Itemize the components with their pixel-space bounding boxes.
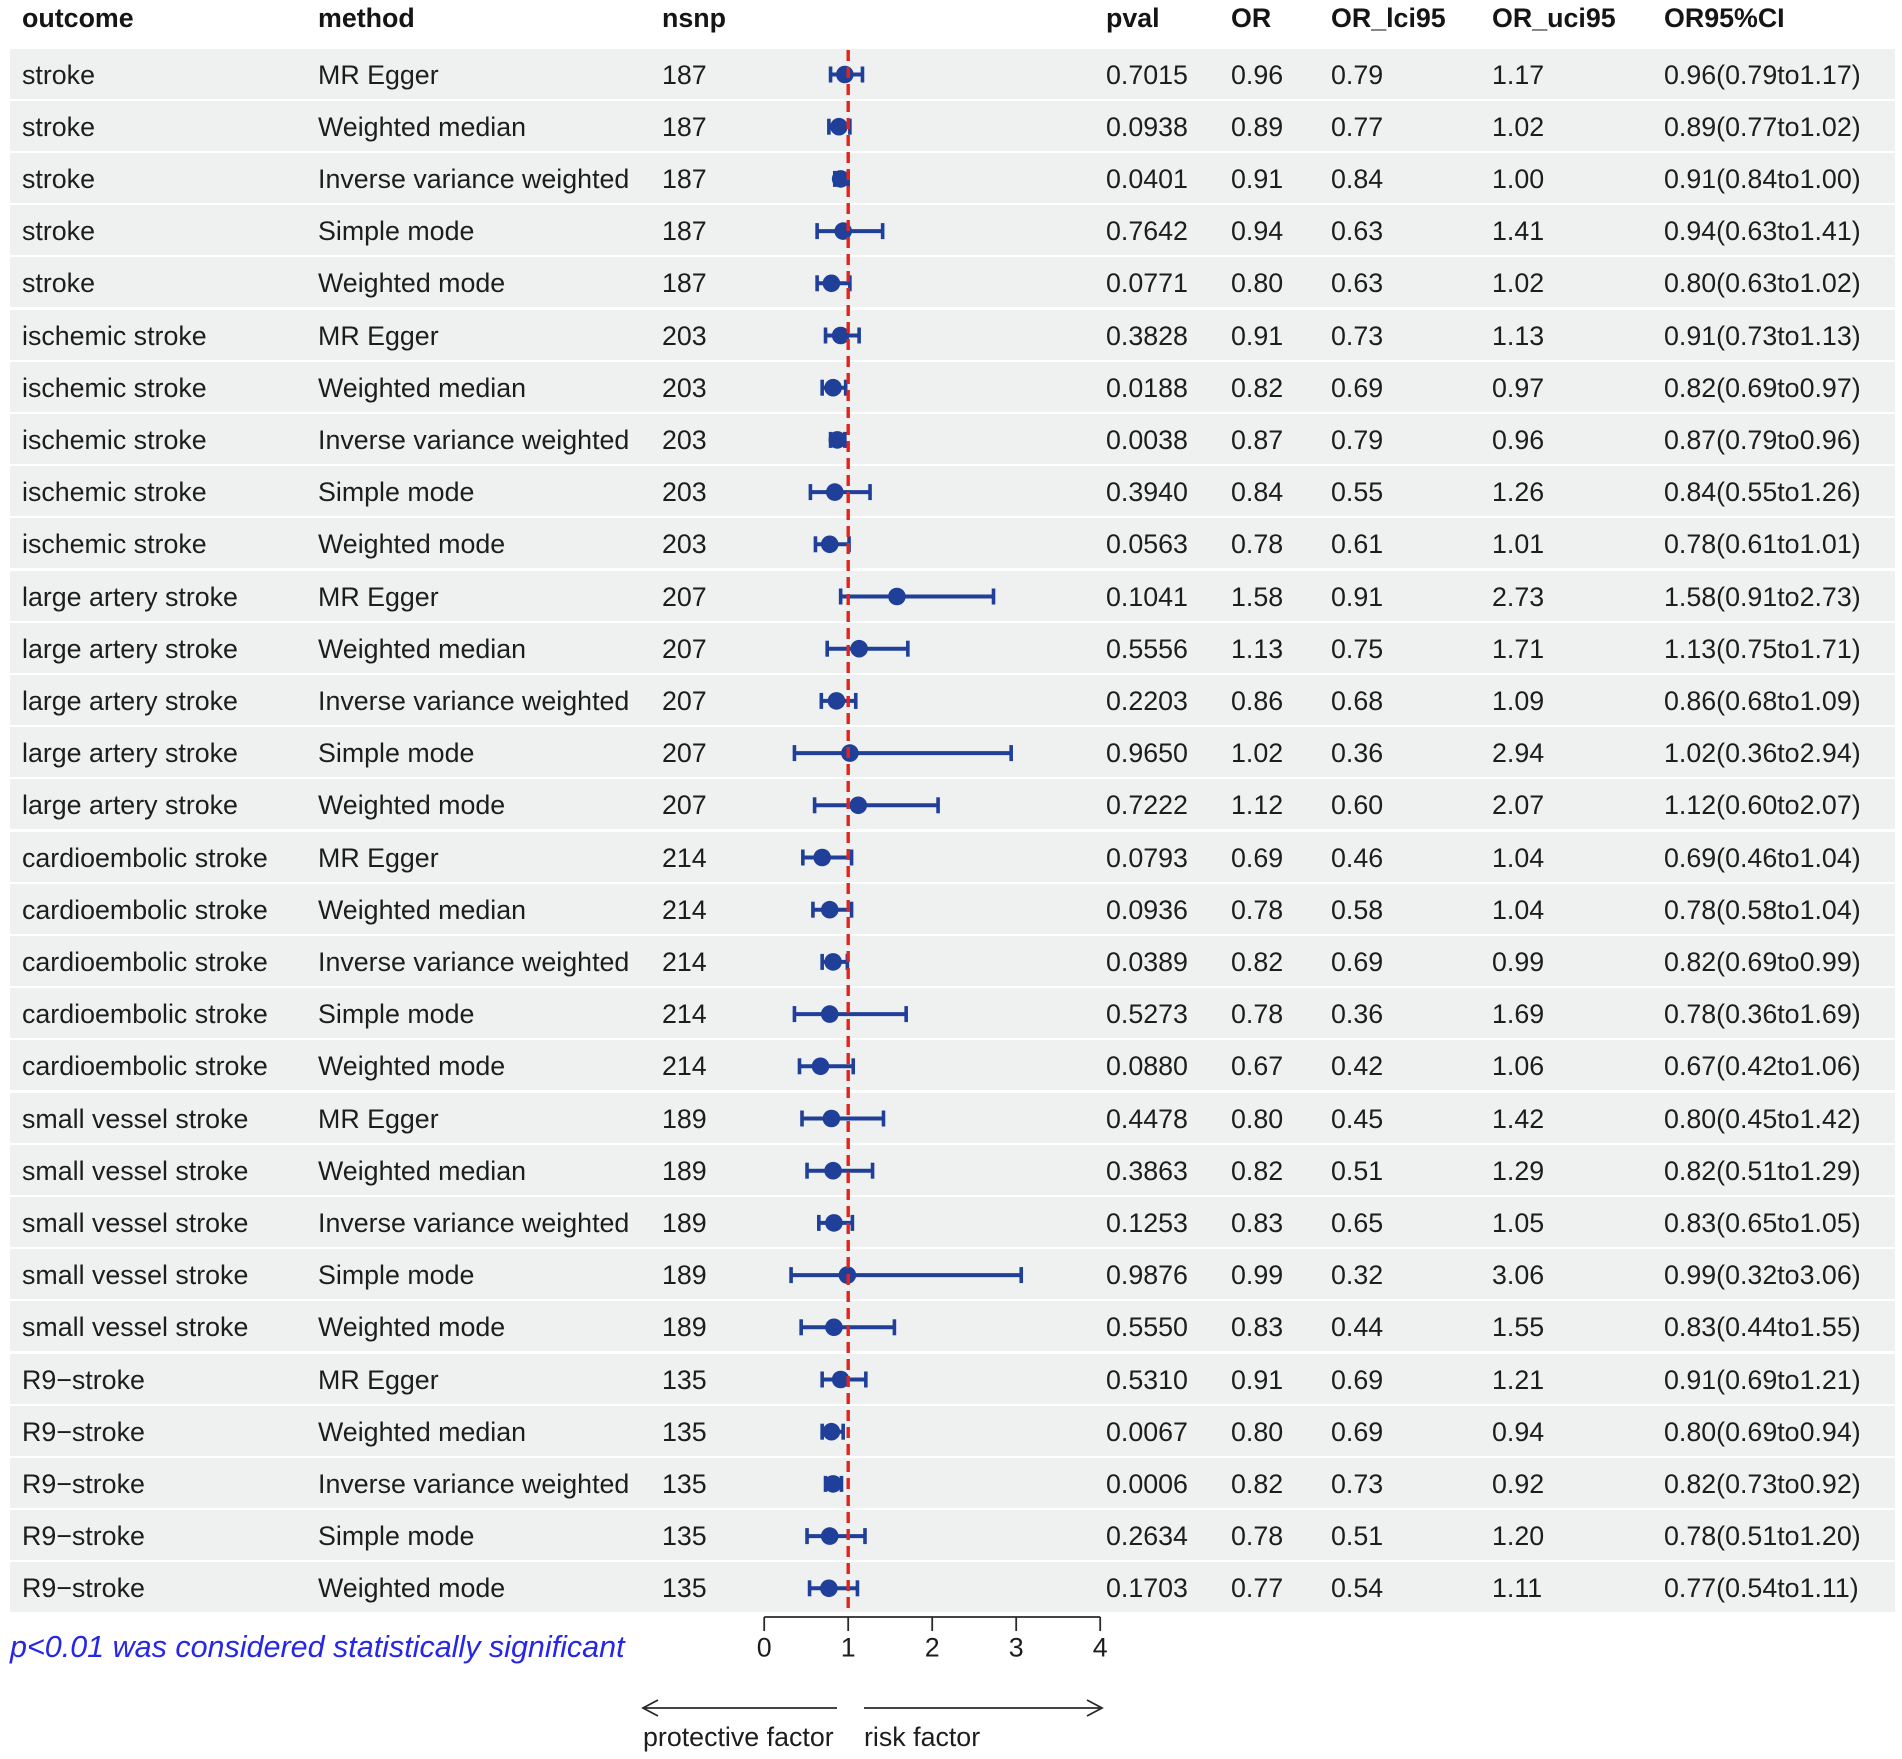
table-row <box>10 153 1895 203</box>
cell-nsnp: 189 <box>662 1155 707 1186</box>
cell-or-lci95: 0.91 <box>1331 581 1384 612</box>
cell-or: 0.78 <box>1231 999 1284 1030</box>
cell-or95ci: 1.13(0.75to1.71) <box>1664 633 1861 664</box>
cell-pval: 0.9876 <box>1106 1260 1188 1291</box>
table-row <box>10 623 1895 673</box>
cell-method: Simple mode <box>318 216 475 247</box>
cell-or95ci: 0.80(0.63to1.02) <box>1664 268 1861 299</box>
cell-nsnp: 189 <box>662 1103 707 1134</box>
cell-nsnp: 135 <box>662 1364 707 1395</box>
table-row <box>10 832 1895 882</box>
cell-nsnp: 189 <box>662 1260 707 1291</box>
cell-outcome: R9−stroke <box>22 1468 145 1499</box>
table-row <box>10 1301 1895 1351</box>
cell-nsnp: 187 <box>662 216 707 247</box>
column-header-or-uci95: OR_uci95 <box>1492 3 1616 33</box>
cell-or-uci95: 1.09 <box>1492 685 1545 716</box>
cell-nsnp: 135 <box>662 1468 707 1499</box>
risk-arrow <box>864 1700 1102 1716</box>
cell-or-uci95: 1.13 <box>1492 320 1545 351</box>
cell-outcome: large artery stroke <box>22 581 238 612</box>
column-header-or95ci: OR95%CI <box>1664 3 1785 33</box>
cell-outcome: ischemic stroke <box>22 372 207 403</box>
cell-or: 1.58 <box>1231 581 1284 612</box>
cell-or: 1.12 <box>1231 790 1284 821</box>
cell-outcome: small vessel stroke <box>22 1312 249 1343</box>
cell-or95ci: 1.12(0.60to2.07) <box>1664 790 1861 821</box>
cell-or-uci95: 1.01 <box>1492 529 1545 560</box>
cell-outcome: stroke <box>22 163 95 194</box>
cell-pval: 0.3828 <box>1106 320 1188 351</box>
cell-nsnp: 203 <box>662 477 707 508</box>
cell-or95ci: 0.69(0.46to1.04) <box>1664 842 1861 873</box>
cell-method: Weighted mode <box>318 1312 506 1343</box>
cell-or-uci95: 0.92 <box>1492 1468 1545 1499</box>
cell-outcome: large artery stroke <box>22 738 238 769</box>
cell-nsnp: 203 <box>662 372 707 403</box>
cell-method: Simple mode <box>318 1260 475 1291</box>
cell-or95ci: 0.99(0.32to3.06) <box>1664 1260 1861 1291</box>
cell-method: MR Egger <box>318 581 439 612</box>
cell-outcome: cardioembolic stroke <box>22 1051 268 1082</box>
cell-or-lci95: 0.51 <box>1331 1155 1384 1186</box>
cell-pval: 0.0389 <box>1106 946 1188 977</box>
cell-outcome: small vessel stroke <box>22 1103 249 1134</box>
table-row <box>10 571 1895 621</box>
cell-method: MR Egger <box>318 842 439 873</box>
cell-or-lci95: 0.69 <box>1331 946 1384 977</box>
cell-or-lci95: 0.36 <box>1331 999 1384 1030</box>
cell-or-uci95: 2.73 <box>1492 581 1545 612</box>
cell-or-uci95: 3.06 <box>1492 1260 1545 1291</box>
cell-or-uci95: 1.41 <box>1492 216 1545 247</box>
cell-or: 1.02 <box>1231 738 1284 769</box>
cell-pval: 0.1041 <box>1106 581 1188 612</box>
column-header-method: method <box>318 3 415 33</box>
cell-or95ci: 0.77(0.54to1.11) <box>1664 1573 1859 1604</box>
x-axis-tick-label: 4 <box>1092 1632 1108 1663</box>
cell-pval: 0.5310 <box>1106 1364 1188 1395</box>
cell-or: 0.91 <box>1231 163 1284 194</box>
cell-pval: 0.3940 <box>1106 477 1188 508</box>
cell-method: Inverse variance weighted <box>318 685 630 716</box>
cell-method: Weighted median <box>318 894 527 925</box>
cell-or-uci95: 0.99 <box>1492 946 1545 977</box>
cell-or95ci: 0.80(0.45to1.42) <box>1664 1103 1861 1134</box>
table-row <box>10 1249 1895 1299</box>
cell-or95ci: 1.58(0.91to2.73) <box>1664 581 1861 612</box>
cell-outcome: R9−stroke <box>22 1573 145 1604</box>
cell-nsnp: 207 <box>662 685 707 716</box>
cell-method: MR Egger <box>318 59 439 90</box>
cell-or-lci95: 0.63 <box>1331 268 1384 299</box>
cell-or-uci95: 1.26 <box>1492 477 1545 508</box>
cell-or-uci95: 1.17 <box>1492 59 1545 90</box>
cell-or: 0.80 <box>1231 268 1284 299</box>
cell-outcome: cardioembolic stroke <box>22 946 268 977</box>
cell-or: 0.91 <box>1231 1364 1284 1395</box>
cell-nsnp: 207 <box>662 738 707 769</box>
cell-method: Inverse variance weighted <box>318 1207 630 1238</box>
table-row <box>10 414 1895 464</box>
cell-or-lci95: 0.69 <box>1331 1364 1384 1395</box>
cell-method: Weighted mode <box>318 268 506 299</box>
cell-or-uci95: 0.97 <box>1492 372 1545 403</box>
cell-or-lci95: 0.60 <box>1331 790 1384 821</box>
cell-method: MR Egger <box>318 1103 439 1134</box>
table-row <box>10 1458 1895 1508</box>
cell-or-lci95: 0.54 <box>1331 1573 1384 1604</box>
cell-outcome: small vessel stroke <box>22 1207 249 1238</box>
cell-method: Weighted median <box>318 372 527 403</box>
table-row <box>10 362 1895 412</box>
table-row <box>10 884 1895 934</box>
cell-or: 1.13 <box>1231 633 1284 664</box>
cell-method: Simple mode <box>318 738 475 769</box>
cell-method: Weighted mode <box>318 529 506 560</box>
table-row <box>10 1510 1895 1560</box>
cell-outcome: ischemic stroke <box>22 529 207 560</box>
cell-or-uci95: 1.02 <box>1492 268 1545 299</box>
cell-or95ci: 0.94(0.63to1.41) <box>1664 216 1861 247</box>
cell-method: Inverse variance weighted <box>318 424 630 455</box>
cell-nsnp: 207 <box>662 633 707 664</box>
cell-method: Simple mode <box>318 1521 475 1552</box>
cell-or-lci95: 0.73 <box>1331 1468 1384 1499</box>
cell-pval: 0.7222 <box>1106 790 1188 821</box>
cell-or-lci95: 0.63 <box>1331 216 1384 247</box>
cell-or: 0.80 <box>1231 1416 1284 1447</box>
cell-pval: 0.9650 <box>1106 738 1188 769</box>
table-row <box>10 257 1895 307</box>
cell-or: 0.91 <box>1231 320 1284 351</box>
cell-pval: 0.5273 <box>1106 999 1188 1030</box>
cell-method: Weighted median <box>318 1155 527 1186</box>
cell-or: 0.84 <box>1231 477 1284 508</box>
table-row <box>10 1406 1895 1456</box>
cell-or: 0.94 <box>1231 216 1284 247</box>
direction-arrows <box>643 1700 1102 1716</box>
cell-or95ci: 0.83(0.65to1.05) <box>1664 1207 1861 1238</box>
cell-or: 0.67 <box>1231 1051 1284 1082</box>
cell-method: Weighted median <box>318 111 527 142</box>
cell-outcome: large artery stroke <box>22 685 238 716</box>
cell-pval: 0.0938 <box>1106 111 1188 142</box>
table-row <box>10 1354 1895 1404</box>
cell-or-uci95: 1.11 <box>1492 1573 1543 1604</box>
cell-outcome: stroke <box>22 216 95 247</box>
cell-or95ci: 0.82(0.73to0.92) <box>1664 1468 1861 1499</box>
cell-or-uci95: 1.71 <box>1492 633 1545 664</box>
cell-or: 0.82 <box>1231 372 1284 403</box>
cell-or-uci95: 1.42 <box>1492 1103 1545 1134</box>
cell-nsnp: 187 <box>662 111 707 142</box>
cell-outcome: stroke <box>22 59 95 90</box>
cell-or: 0.69 <box>1231 842 1284 873</box>
cell-nsnp: 135 <box>662 1521 707 1552</box>
cell-nsnp: 135 <box>662 1573 707 1604</box>
cell-nsnp: 189 <box>662 1207 707 1238</box>
cell-or95ci: 0.89(0.77to1.02) <box>1664 111 1861 142</box>
cell-or95ci: 0.91(0.73to1.13) <box>1664 320 1861 351</box>
cell-nsnp: 207 <box>662 581 707 612</box>
cell-or-uci95: 1.55 <box>1492 1312 1545 1343</box>
cell-or95ci: 0.82(0.69to0.99) <box>1664 946 1861 977</box>
cell-pval: 0.4478 <box>1106 1103 1188 1134</box>
cell-or-lci95: 0.58 <box>1331 894 1384 925</box>
significance-footnote: p<0.01 was considered statistically significant <box>10 1630 625 1664</box>
column-header-or-lci95: OR_lci95 <box>1331 3 1446 33</box>
table-row <box>10 205 1895 255</box>
cell-or-lci95: 0.69 <box>1331 1416 1384 1447</box>
table-row <box>10 49 1895 99</box>
cell-or-uci95: 1.05 <box>1492 1207 1545 1238</box>
cell-or-uci95: 2.94 <box>1492 738 1545 769</box>
cell-method: Weighted mode <box>318 1573 506 1604</box>
x-axis-tick-label: 1 <box>840 1632 856 1663</box>
cell-or: 0.83 <box>1231 1312 1284 1343</box>
cell-or-lci95: 0.42 <box>1331 1051 1384 1082</box>
cell-outcome: stroke <box>22 268 95 299</box>
cell-pval: 0.2203 <box>1106 685 1188 716</box>
cell-or-lci95: 0.45 <box>1331 1103 1384 1134</box>
cell-or-uci95: 1.06 <box>1492 1051 1545 1082</box>
cell-or95ci: 0.83(0.44to1.55) <box>1664 1312 1861 1343</box>
cell-nsnp: 187 <box>662 59 707 90</box>
cell-or: 0.89 <box>1231 111 1284 142</box>
cell-nsnp: 214 <box>662 842 707 873</box>
cell-nsnp: 214 <box>662 1051 707 1082</box>
cell-pval: 0.0067 <box>1106 1416 1188 1447</box>
protective-arrow <box>643 1700 837 1716</box>
cell-or-lci95: 0.68 <box>1331 685 1384 716</box>
cell-pval: 0.3863 <box>1106 1155 1188 1186</box>
protective-factor-label: protective factor <box>643 1722 834 1752</box>
cell-or-lci95: 0.75 <box>1331 633 1384 664</box>
cell-method: Weighted median <box>318 1416 527 1447</box>
x-axis-tick-label: 3 <box>1008 1632 1024 1663</box>
cell-or-lci95: 0.36 <box>1331 738 1384 769</box>
cell-or: 0.86 <box>1231 685 1284 716</box>
cell-nsnp: 203 <box>662 320 707 351</box>
cell-method: Weighted mode <box>318 790 506 821</box>
cell-or-lci95: 0.65 <box>1331 1207 1384 1238</box>
cell-or-uci95: 1.20 <box>1492 1521 1545 1552</box>
cell-outcome: large artery stroke <box>22 790 238 821</box>
cell-pval: 0.0563 <box>1106 529 1188 560</box>
cell-or95ci: 0.67(0.42to1.06) <box>1664 1051 1861 1082</box>
cell-or-lci95: 0.79 <box>1331 59 1384 90</box>
cell-outcome: ischemic stroke <box>22 320 207 351</box>
cell-or95ci: 0.80(0.69to0.94) <box>1664 1416 1861 1447</box>
cell-outcome: R9−stroke <box>22 1416 145 1447</box>
cell-outcome: small vessel stroke <box>22 1260 249 1291</box>
column-header-or: OR <box>1231 3 1272 33</box>
table-row <box>10 518 1895 568</box>
cell-or95ci: 0.82(0.69to0.97) <box>1664 372 1861 403</box>
cell-or: 0.82 <box>1231 1468 1284 1499</box>
cell-nsnp: 214 <box>662 946 707 977</box>
cell-or-uci95: 0.94 <box>1492 1416 1545 1447</box>
cell-outcome: cardioembolic stroke <box>22 894 268 925</box>
cell-or95ci: 0.91(0.69to1.21) <box>1664 1364 1861 1395</box>
arrow-right-head-icon <box>1087 1700 1102 1716</box>
cell-outcome: stroke <box>22 111 95 142</box>
cell-or-lci95: 0.55 <box>1331 477 1384 508</box>
table-row <box>10 101 1895 151</box>
cell-pval: 0.5550 <box>1106 1312 1188 1343</box>
x-axis-tick-label: 2 <box>924 1632 940 1663</box>
table-row <box>10 1145 1895 1195</box>
cell-or-lci95: 0.84 <box>1331 163 1384 194</box>
cell-or95ci: 0.87(0.79to0.96) <box>1664 424 1861 455</box>
cell-pval: 0.0006 <box>1106 1468 1188 1499</box>
cell-or: 0.78 <box>1231 894 1284 925</box>
cell-nsnp: 214 <box>662 894 707 925</box>
cell-nsnp: 203 <box>662 424 707 455</box>
table-row <box>10 727 1895 777</box>
cell-pval: 0.0038 <box>1106 424 1188 455</box>
cell-or-uci95: 1.29 <box>1492 1155 1545 1186</box>
cell-or95ci: 1.02(0.36to2.94) <box>1664 738 1861 769</box>
cell-pval: 0.1253 <box>1106 1207 1188 1238</box>
cell-pval: 0.5556 <box>1106 633 1188 664</box>
arrow-left-head-icon <box>643 1700 658 1716</box>
cell-nsnp: 203 <box>662 529 707 560</box>
cell-nsnp: 135 <box>662 1416 707 1447</box>
cell-or95ci: 0.78(0.51to1.20) <box>1664 1521 1861 1552</box>
cell-or: 0.77 <box>1231 1573 1284 1604</box>
cell-or-lci95: 0.61 <box>1331 529 1384 560</box>
table-row <box>10 675 1895 725</box>
cell-or-lci95: 0.51 <box>1331 1521 1384 1552</box>
cell-outcome: R9−stroke <box>22 1364 145 1395</box>
cell-outcome: ischemic stroke <box>22 424 207 455</box>
cell-or: 0.82 <box>1231 946 1284 977</box>
cell-or-lci95: 0.79 <box>1331 424 1384 455</box>
cell-outcome: large artery stroke <box>22 633 238 664</box>
cell-pval: 0.0771 <box>1106 268 1188 299</box>
table-row <box>10 1040 1895 1090</box>
cell-pval: 0.0401 <box>1106 163 1188 194</box>
cell-or-uci95: 1.21 <box>1492 1364 1545 1395</box>
cell-or-lci95: 0.69 <box>1331 372 1384 403</box>
cell-method: Inverse variance weighted <box>318 1468 630 1499</box>
cell-outcome: small vessel stroke <box>22 1155 249 1186</box>
cell-or95ci: 0.78(0.58to1.04) <box>1664 894 1861 925</box>
cell-or95ci: 0.91(0.84to1.00) <box>1664 163 1861 194</box>
cell-or: 0.78 <box>1231 1521 1284 1552</box>
cell-pval: 0.7642 <box>1106 216 1188 247</box>
cell-method: Weighted mode <box>318 1051 506 1082</box>
cell-or-uci95: 2.07 <box>1492 790 1545 821</box>
column-header-nsnp: nsnp <box>662 3 727 33</box>
cell-or: 0.99 <box>1231 1260 1284 1291</box>
cell-or95ci: 0.78(0.61to1.01) <box>1664 529 1861 560</box>
cell-or95ci: 0.86(0.68to1.09) <box>1664 685 1861 716</box>
cell-nsnp: 189 <box>662 1312 707 1343</box>
table-row <box>10 936 1895 986</box>
cell-pval: 0.2634 <box>1106 1521 1188 1552</box>
cell-or-lci95: 0.46 <box>1331 842 1384 873</box>
cell-or-lci95: 0.77 <box>1331 111 1384 142</box>
cell-method: Simple mode <box>318 477 475 508</box>
cell-outcome: cardioembolic stroke <box>22 842 268 873</box>
table-row <box>10 988 1895 1038</box>
cell-method: Inverse variance weighted <box>318 163 630 194</box>
cell-or: 0.87 <box>1231 424 1284 455</box>
risk-factor-label: risk factor <box>864 1722 981 1752</box>
cell-or-uci95: 1.00 <box>1492 163 1545 194</box>
cell-or: 0.80 <box>1231 1103 1284 1134</box>
cell-nsnp: 187 <box>662 268 707 299</box>
cell-or95ci: 0.96(0.79to1.17) <box>1664 59 1861 90</box>
cell-or: 0.96 <box>1231 59 1284 90</box>
cell-pval: 0.0793 <box>1106 842 1188 873</box>
cell-or-lci95: 0.73 <box>1331 320 1384 351</box>
x-axis <box>757 1617 1108 1663</box>
x-axis-tick-label: 0 <box>756 1632 772 1663</box>
cell-or95ci: 0.82(0.51to1.29) <box>1664 1155 1861 1186</box>
cell-nsnp: 207 <box>662 790 707 821</box>
table-row <box>10 1093 1895 1143</box>
cell-method: Inverse variance weighted <box>318 946 630 977</box>
cell-or-uci95: 1.69 <box>1492 999 1545 1030</box>
cell-or-lci95: 0.32 <box>1331 1260 1384 1291</box>
cell-method: MR Egger <box>318 1364 439 1395</box>
cell-or: 0.83 <box>1231 1207 1284 1238</box>
table-row <box>10 779 1895 829</box>
cell-or: 0.78 <box>1231 529 1284 560</box>
table-row <box>10 310 1895 360</box>
table-row <box>10 1562 1895 1612</box>
cell-method: MR Egger <box>318 320 439 351</box>
cell-or: 0.82 <box>1231 1155 1284 1186</box>
cell-pval: 0.0936 <box>1106 894 1188 925</box>
cell-pval: 0.0880 <box>1106 1051 1188 1082</box>
cell-or-uci95: 0.96 <box>1492 424 1545 455</box>
cell-or95ci: 0.84(0.55to1.26) <box>1664 477 1861 508</box>
cell-or-lci95: 0.44 <box>1331 1312 1384 1343</box>
cell-nsnp: 187 <box>662 163 707 194</box>
cell-pval: 0.7015 <box>1106 59 1188 90</box>
cell-pval: 0.1703 <box>1106 1573 1188 1604</box>
cell-outcome: cardioembolic stroke <box>22 999 268 1030</box>
cell-method: Simple mode <box>318 999 475 1030</box>
cell-nsnp: 214 <box>662 999 707 1030</box>
cell-outcome: ischemic stroke <box>22 477 207 508</box>
cell-or95ci: 0.78(0.36to1.69) <box>1664 999 1861 1030</box>
column-header-pval: pval <box>1106 3 1160 33</box>
cell-or-uci95: 1.04 <box>1492 842 1545 873</box>
table-row <box>10 1197 1895 1247</box>
cell-or-uci95: 1.04 <box>1492 894 1545 925</box>
cell-method: Weighted median <box>318 633 527 664</box>
cell-outcome: R9−stroke <box>22 1521 145 1552</box>
column-header-outcome: outcome <box>22 3 134 33</box>
cell-or-uci95: 1.02 <box>1492 111 1545 142</box>
table-row <box>10 466 1895 516</box>
cell-pval: 0.0188 <box>1106 372 1188 403</box>
